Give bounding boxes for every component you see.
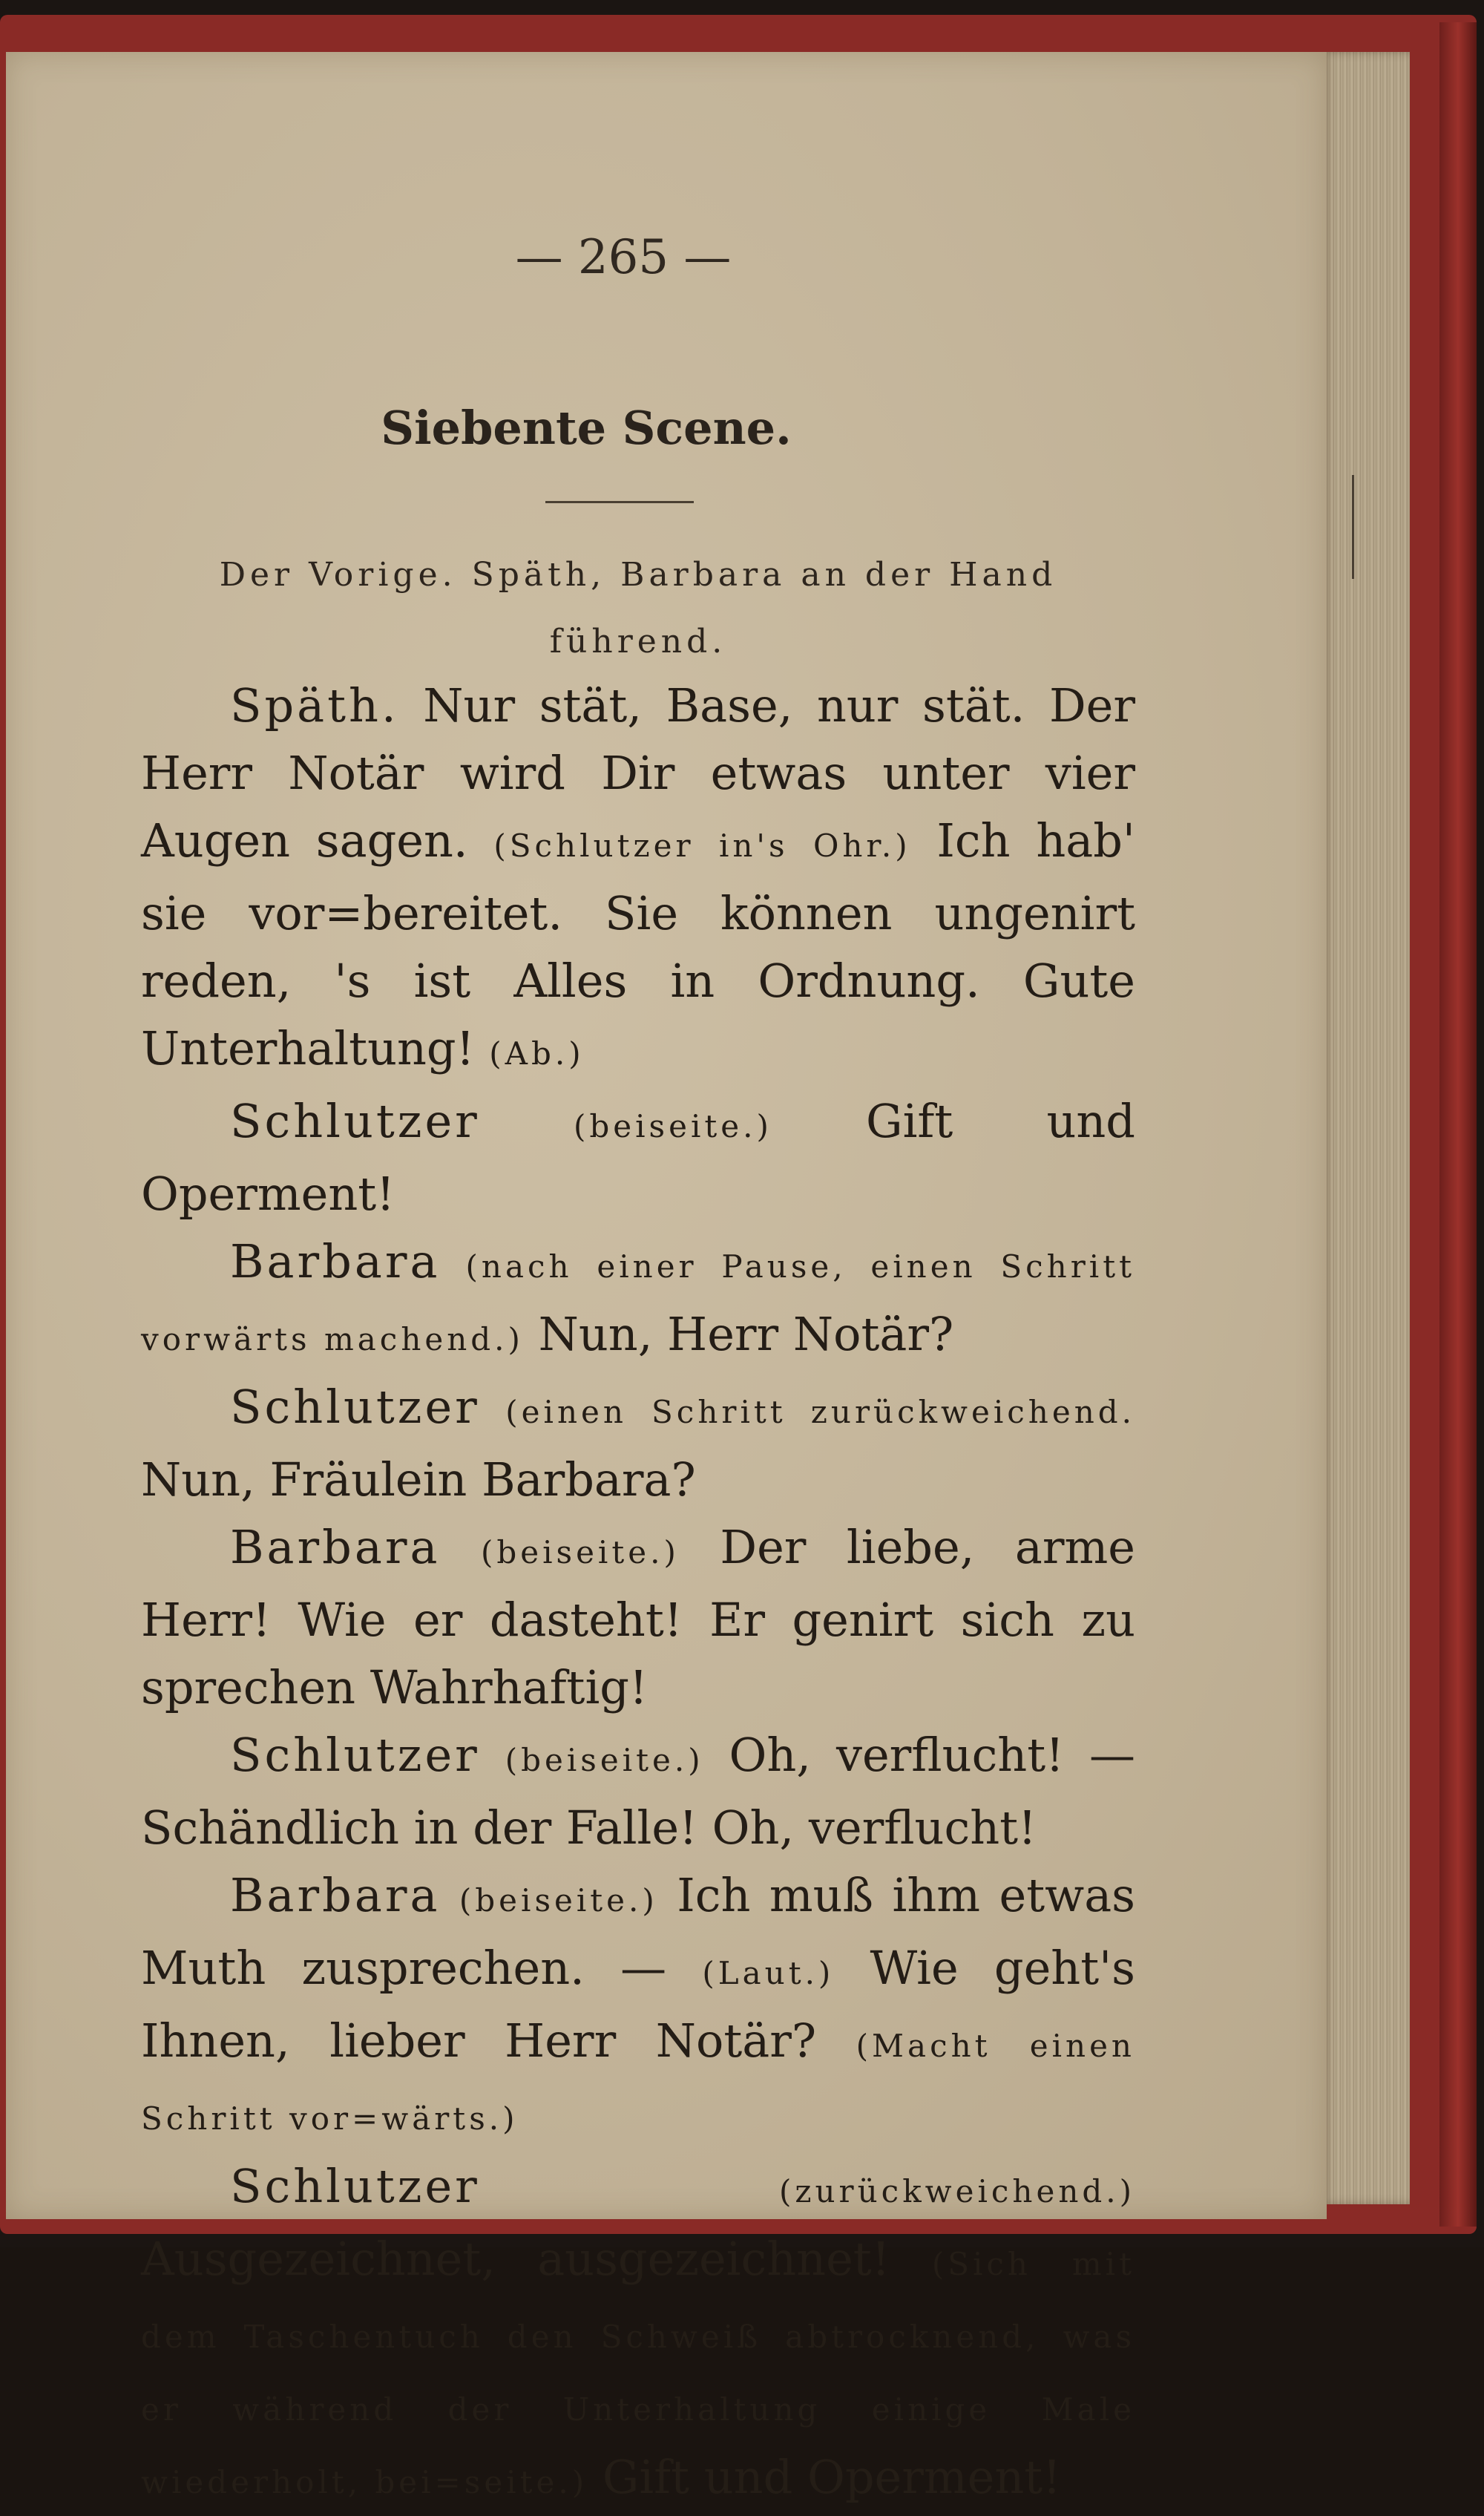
dialogue-text: Gift und Operment! <box>602 2450 1062 2504</box>
dialogue-text: Ich hab' sie vor=bereitet. Sie können ungenirt reden, 's ist Alles in Ordnung. Gute Unterhaltung! <box>141 813 1135 1075</box>
dialogue-paragraph <box>141 1861 1135 2152</box>
dialogue-paragraph <box>141 1087 1135 1228</box>
speaker-name: Späth. <box>230 678 399 733</box>
stage-note: (beiseite.) <box>480 1534 680 1570</box>
dialogue-paragraph <box>141 2152 1135 2516</box>
stage-direction-line-1: Der Vorige. Späth, Barbara an der Hand <box>219 556 1057 594</box>
stage-note: (Laut.) <box>702 1955 835 1991</box>
dialogue-paragraph <box>141 1228 1135 1373</box>
speaker-name: Schlutzer <box>230 1094 480 1148</box>
speaker-name: Barbara <box>230 1520 441 1574</box>
stage-note: (einen Schritt zurückweichend. <box>505 1394 1135 1430</box>
speaker-name: Schlutzer <box>230 2159 480 2213</box>
stage-note: (Schlutzer in's Ohr.) <box>493 828 911 864</box>
stage-note: (beiseite.) <box>573 1108 772 1144</box>
dialogue-body <box>141 672 1135 2516</box>
dialogue-paragraph <box>141 1513 1135 1721</box>
dialogue-paragraph <box>141 672 1135 1087</box>
dialogue-paragraph <box>141 1373 1135 1513</box>
gutter-mark <box>1352 475 1354 579</box>
title-rule <box>545 501 694 503</box>
dialogue-text: Gift und Operment! <box>141 1094 1135 1221</box>
stage-note: (Ab.) <box>489 1035 585 1072</box>
dialogue-text: Wie geht's Ihnen, lieber Herr Notär? <box>141 1941 1135 2068</box>
stage-note: (nach einer Pause, einen Schritt vorwärts machend.) <box>141 1248 1135 1357</box>
stage-direction-line-2: führend. <box>549 623 727 661</box>
dialogue-text: Ausgezeichnet, ausgezeichnet! <box>141 2232 890 2286</box>
stage-note: (zurückweichend.) <box>778 2173 1135 2209</box>
page-number: — 265 — <box>515 230 732 285</box>
dialogue-text: Nur stät, Base, nur stät. Der Herr Notär wird Dir etwas unter vier Augen sagen. <box>141 678 1135 868</box>
speaker-name: Barbara <box>230 1234 441 1288</box>
dialogue-text: Nun, Herr Notär? <box>538 1307 954 1361</box>
stage-note: (Macht einen Schritt vor=wärts.) <box>141 2028 1135 2137</box>
stage-note: (Sich mit dem Taschentuch den Schweiß abtrocknend, was er während der Unterhaltung einige Male wiederholt, bei=seite.) <box>141 2246 1135 2500</box>
stage-direction <box>141 542 1135 675</box>
dialogue-paragraph <box>141 1721 1135 1861</box>
stage-note: (beiseite.) <box>459 1882 658 1919</box>
dialogue-text: Nun, Fräulein Barbara? <box>141 1452 696 1507</box>
stage-note: (beiseite.) <box>505 1742 704 1778</box>
speaker-name: Schlutzer <box>230 1728 480 1782</box>
book-spine-edge <box>1439 22 1477 2227</box>
scene-title: Siebente Scene. <box>381 401 792 455</box>
dialogue-text: Oh, verflucht! — Schändlich in der Falle! Oh, verflucht! <box>141 1728 1135 1855</box>
speaker-name: Schlutzer <box>230 1380 480 1434</box>
dialogue-text: Ich muß ihm etwas Muth zusprechen. — <box>141 1868 1135 1995</box>
speaker-name: Barbara <box>230 1868 441 1922</box>
page-edges <box>1321 52 1410 2204</box>
dialogue-text: Der liebe, arme Herr! Wie er dasteht! Er genirt sich zu sprechen Wahrhaftig! <box>141 1520 1135 1714</box>
